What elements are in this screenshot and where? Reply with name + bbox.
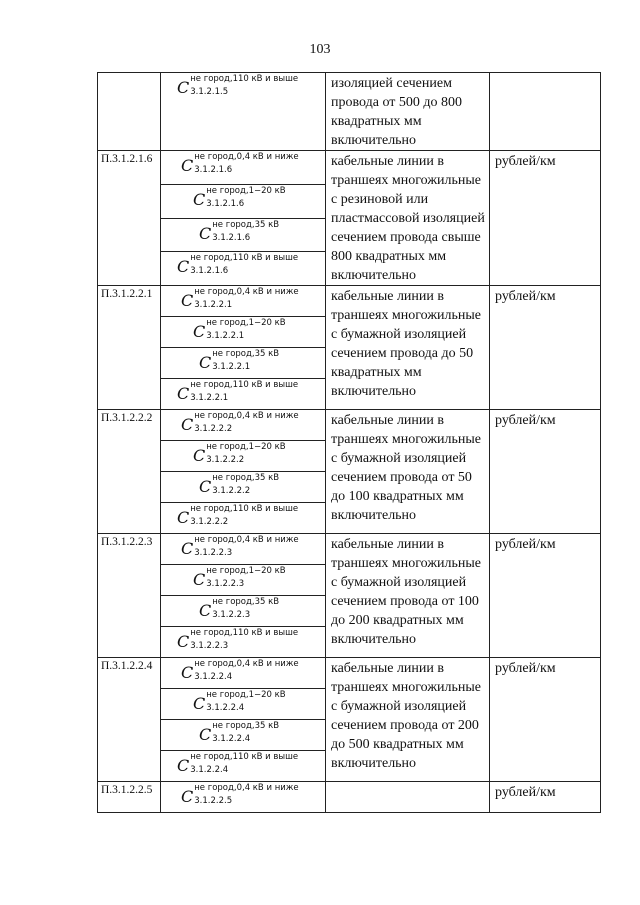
tariff-symbol (161, 565, 325, 590)
table-row (98, 534, 601, 565)
symbol-superscript: не город,110 кВ и выше (190, 380, 299, 390)
symbol-letter: C (177, 257, 190, 277)
item-code: П.3.1.2.2.5 (98, 782, 161, 813)
item-description: изоляцией сечением провода от 500 до 800 квадратных мм включительно (326, 73, 490, 151)
tariff-symbol (161, 751, 325, 776)
tariff-symbol-cell (161, 151, 326, 185)
item-description: кабельные линии в траншеях многожильные с бумажной изоляцией сечением провода от 100 до 200 квадратных мм включительно (326, 534, 490, 658)
tariff-symbol (161, 658, 325, 683)
symbol-subscript: 3.1.2.2.4 (206, 703, 245, 713)
symbol-superscript: не город,35 кВ (212, 721, 280, 731)
tariff-symbol-cell (161, 218, 326, 252)
tariff-symbol-cell (161, 503, 326, 534)
tariff-symbol-cell (161, 596, 326, 627)
symbol-subscript: 3.1.2.2.4 (194, 672, 233, 682)
item-code: П.3.1.2.2.2 (98, 410, 161, 534)
item-code: П.3.1.2.2.3 (98, 534, 161, 658)
symbol-subscript: 3.1.2.2.1 (190, 393, 229, 403)
symbol-letter: C (181, 291, 194, 310)
symbol-superscript: не город,35 кВ (212, 349, 280, 359)
tariff-symbol-cell (161, 184, 326, 218)
item-unit: рублей/км (490, 410, 601, 534)
symbol-letter: C (193, 694, 206, 713)
tariff-symbol-cell (161, 782, 326, 813)
symbol-subscript: 3.1.2.1.6 (194, 165, 233, 175)
tariff-symbol-cell (161, 472, 326, 503)
symbol-letter: C (177, 756, 190, 775)
symbol-subscript: 3.1.2.1.6 (206, 198, 245, 209)
tariff-symbol (161, 317, 325, 342)
page-number: 103 (309, 42, 331, 57)
symbol-subscript: 3.1.2.1.6 (212, 232, 251, 243)
tariff-symbol (161, 410, 325, 435)
symbol-subscript: 3.1.2.2.2 (190, 517, 229, 527)
symbol-letter: C (199, 601, 212, 620)
table-row (98, 286, 601, 317)
tariff-symbol-cell (161, 720, 326, 751)
item-description: кабельные линии в траншеях многожильные с резиновой или пластмассовой изоляцией сечением провода свыше 800 квадратных мм включительно (326, 151, 490, 286)
symbol-subscript: 3.1.2.2.4 (190, 765, 229, 775)
tariff-symbol-cell (161, 410, 326, 441)
tariff-symbol (161, 534, 325, 559)
tariff-symbol-cell (161, 689, 326, 720)
tariff-symbol-cell (161, 441, 326, 472)
tariff-symbol-cell (161, 348, 326, 379)
symbol-subscript: 3.1.2.2.3 (212, 610, 251, 620)
tariff-symbol (161, 472, 325, 497)
symbol-superscript: не город,35 кВ (212, 219, 280, 230)
item-unit: рублей/км (490, 658, 601, 782)
symbol-superscript: не город,0,4 кВ и ниже (194, 535, 299, 545)
tariff-symbol (161, 185, 325, 210)
symbol-superscript: не город,110 кВ и выше (190, 628, 299, 638)
symbol-letter: C (193, 189, 206, 209)
symbol-superscript: не город,1−20 кВ (206, 185, 286, 196)
item-unit: рублей/км (490, 782, 601, 813)
symbol-subscript: 3.1.2.2.5 (194, 796, 233, 806)
tariff-symbol-cell (161, 627, 326, 658)
symbol-superscript: не город,0,4 кВ и ниже (194, 152, 299, 162)
symbol-letter: C (199, 477, 212, 496)
symbol-superscript: не город,35 кВ (212, 597, 280, 607)
symbol-subscript: 3.1.2.2.1 (206, 331, 245, 341)
symbol-superscript: не город,35 кВ (212, 473, 280, 483)
symbol-superscript: не город,1−20 кВ (206, 442, 286, 452)
symbol-letter: C (181, 539, 194, 558)
symbol-superscript: не город,1−20 кВ (206, 318, 286, 328)
symbol-letter: C (199, 725, 212, 744)
symbol-letter: C (177, 508, 190, 527)
symbol-subscript: 3.1.2.1.5 (190, 87, 229, 97)
tariff-symbol-cell (161, 286, 326, 317)
tariff-symbol (161, 782, 325, 807)
symbol-subscript: 3.1.2.2.2 (206, 455, 245, 465)
table-row (98, 410, 601, 441)
symbol-superscript: не город,0,4 кВ и ниже (194, 411, 299, 421)
symbol-letter: C (181, 787, 194, 806)
symbol-superscript: не город,0,4 кВ и ниже (194, 783, 299, 793)
item-code: П.3.1.2.1.6 (98, 151, 161, 286)
table-row (98, 782, 601, 813)
tariff-symbol (161, 441, 325, 466)
symbol-letter: C (181, 415, 194, 434)
table-row (98, 151, 601, 185)
symbol-superscript: не город,110 кВ и выше (190, 74, 299, 84)
item-code: П.3.1.2.2.1 (98, 286, 161, 410)
table-row (98, 73, 601, 151)
item-description: кабельные линии в траншеях многожильные с бумажной изоляцией сечением провода от 50 до 100 квадратных мм включительно (326, 410, 490, 534)
symbol-letter: C (181, 156, 194, 175)
tariff-symbol (161, 503, 325, 528)
tariff-symbol (161, 219, 325, 244)
symbol-letter: C (177, 384, 190, 403)
symbol-subscript: 3.1.2.2.1 (194, 300, 233, 310)
tariff-symbol (161, 689, 325, 714)
symbol-letter: C (193, 570, 206, 589)
item-unit: рублей/км (490, 151, 601, 286)
symbol-letter: C (193, 446, 206, 465)
symbol-superscript: не город,110 кВ и выше (190, 752, 299, 762)
item-unit (490, 73, 601, 151)
symbol-subscript: 3.1.2.2.2 (194, 424, 233, 434)
tariff-symbol (161, 252, 325, 277)
item-description (326, 782, 490, 813)
tariff-symbol-cell (161, 658, 326, 689)
item-description: кабельные линии в траншеях многожильные с бумажной изоляцией сечением провода от 200 до 500 квадратных мм включительно (326, 658, 490, 782)
tariff-symbol-cell (161, 73, 326, 151)
symbol-subscript: 3.1.2.2.4 (212, 734, 251, 744)
tariff-table (97, 72, 601, 813)
tariff-symbol-cell (161, 252, 326, 286)
symbol-letter: C (177, 78, 190, 97)
tariff-symbol-cell (161, 379, 326, 410)
tariff-symbol (161, 151, 325, 176)
tariff-symbol (161, 627, 325, 652)
item-unit: рублей/км (490, 286, 601, 410)
tariff-symbol (161, 596, 325, 621)
tariff-symbol (161, 73, 325, 98)
symbol-superscript: не город,0,4 кВ и ниже (194, 659, 299, 669)
symbol-letter: C (199, 353, 212, 372)
symbol-superscript: не город,0,4 кВ и ниже (194, 287, 299, 297)
symbol-subscript: 3.1.2.2.1 (212, 362, 251, 372)
tariff-symbol (161, 348, 325, 373)
item-unit: рублей/км (490, 534, 601, 658)
item-code: П.3.1.2.2.4 (98, 658, 161, 782)
tariff-symbol-cell (161, 534, 326, 565)
table-row (98, 658, 601, 689)
tariff-symbol (161, 286, 325, 311)
symbol-letter: C (181, 663, 194, 682)
symbol-subscript: 3.1.2.2.3 (194, 548, 233, 558)
tariff-symbol (161, 379, 325, 404)
symbol-letter: C (193, 322, 206, 341)
symbol-subscript: 3.1.2.2.3 (190, 641, 229, 651)
tariff-symbol-cell (161, 751, 326, 782)
symbol-letter: C (177, 632, 190, 651)
tariff-symbol-cell (161, 317, 326, 348)
item-code (98, 73, 161, 151)
symbol-subscript: 3.1.2.1.6 (190, 266, 229, 277)
symbol-subscript: 3.1.2.2.3 (206, 579, 245, 589)
symbol-superscript: не город,110 кВ и выше (190, 253, 299, 264)
symbol-superscript: не город,110 кВ и выше (190, 504, 299, 514)
symbol-subscript: 3.1.2.2.2 (212, 486, 251, 496)
symbol-letter: C (199, 223, 212, 243)
item-description: кабельные линии в траншеях многожильные с бумажной изоляцией сечением провода до 50 квадратных мм включительно (326, 286, 490, 410)
symbol-superscript: не город,1−20 кВ (206, 566, 286, 576)
tariff-symbol (161, 720, 325, 745)
symbol-superscript: не город,1−20 кВ (206, 690, 286, 700)
tariff-symbol-cell (161, 565, 326, 596)
